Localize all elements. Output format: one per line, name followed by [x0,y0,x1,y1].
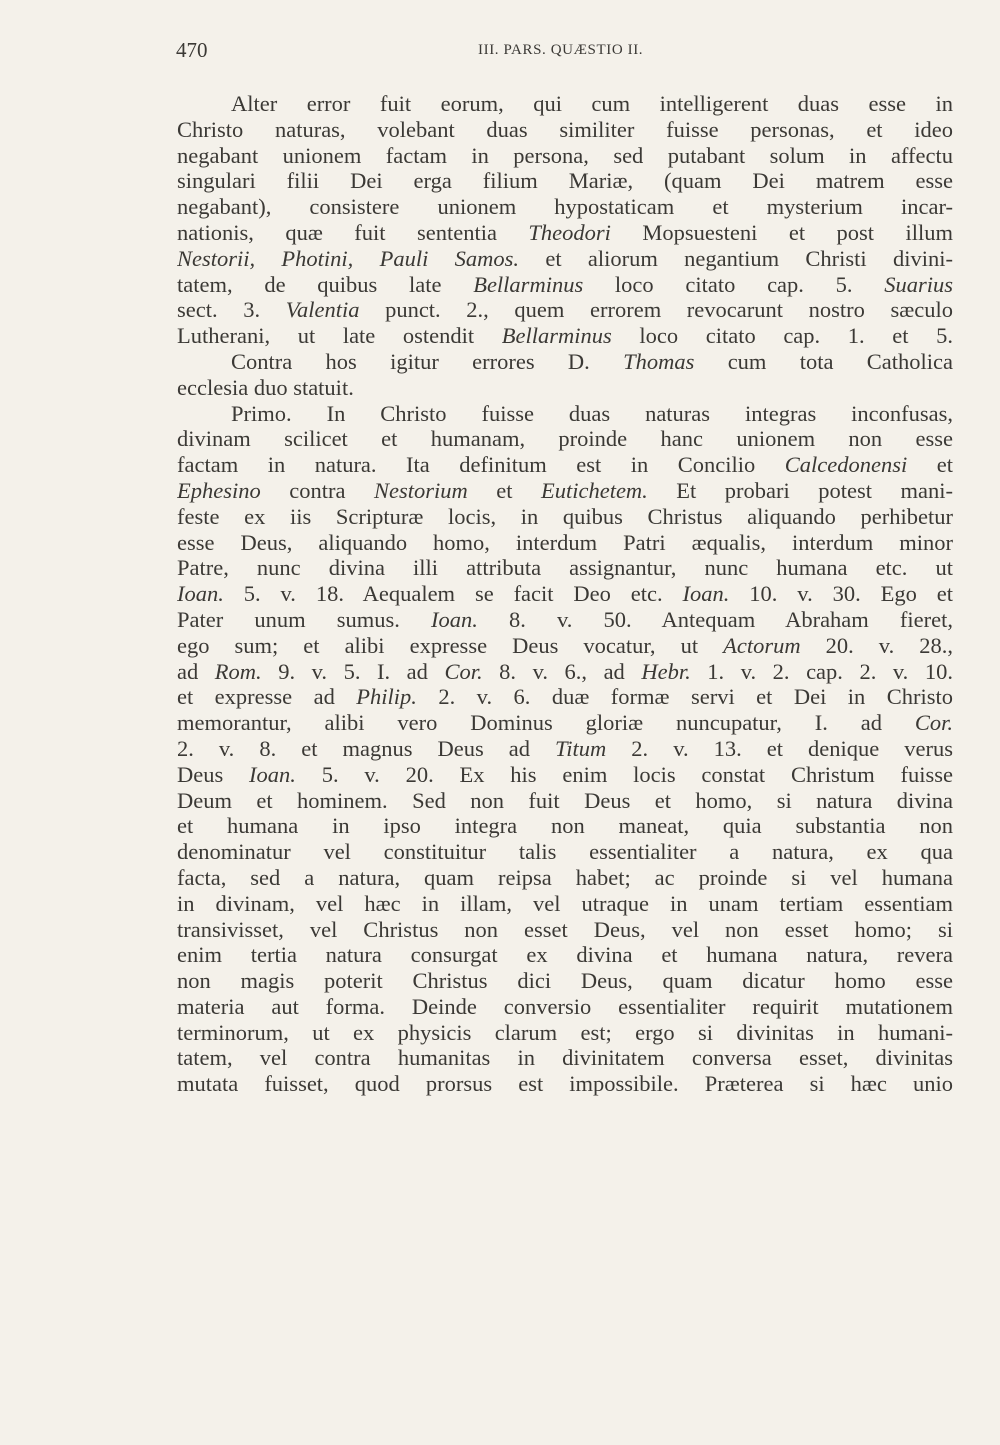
text-line: negabant unionem factam in persona, sed putabant solum in affectu [177,142,953,168]
text-line: Deus Ioan. 5. v. 20. Ex his enim locis constat Christum fuisse [177,761,953,787]
text-line: ecclesia duo statuit. [177,374,354,400]
text-line: denominatur vel constituitur talis essentialiter a natura, ex qua [177,839,953,865]
text-line: negabant), consistere unionem hypostaticam et mysterium incar- [177,194,953,220]
text-line: transivisset, vel Christus non esset Deus, vel non esset homo; si [177,916,953,942]
text-line: nationis, quæ fuit sententia Theodori Mopsuesteni et post illum [177,219,953,245]
text-line: tatem, de quibus late Bellarminus loco citato cap. 5. Suarius [177,271,953,297]
text-line: Lutherani, ut late ostendit Bellarminus loco citato cap. 1. et 5. [177,323,953,349]
text-line: Christo naturas, volebant duas similiter fuisse personas, et ideo [177,116,953,142]
text-line: mutata fuisset, quod prorsus est impossibile. Præterea si hæc unio [177,1071,953,1097]
text-line: facta, sed a natura, quam reipsa habet; ac proinde si vel humana [177,864,953,890]
text-line: Ephesino contra Nestorium et Eutichetem. Et probari potest mani- [177,477,953,503]
text-line: 2. v. 8. et magnus Deus ad Titum 2. v. 13. et denique verus [177,735,953,761]
text-line: singulari filii Dei erga filium Mariæ, (quam Dei matrem esse [177,168,953,194]
text-line: Nestorii, Photini, Pauli Samos. et aliorum negantium Christi divini- [177,245,953,271]
text-line: sect. 3. Valentia punct. 2., quem errorem revocarunt nostro sæculo [177,297,953,323]
text-line: factam in natura. Ita definitum est in Concilio Calcedonensi et [177,452,953,478]
text-line: terminorum, ut ex physicis clarum est; ergo si divinitas in humani- [177,1019,953,1045]
text-line: Ioan. 5. v. 18. Aequalem se facit Deo etc. Ioan. 10. v. 30. Ego et [177,581,953,607]
page-header [0,38,1000,64]
text-line: Contra hos igitur errores D. Thomas cum tota Catholica [231,348,953,374]
body-text [177,91,953,1097]
text-line: non magis poterit Christus dici Deus, quam dicatur homo esse [177,968,953,994]
text-line: materia aut forma. Deinde conversio essentialiter requirit mutationem [177,993,953,1019]
text-line: esse Deus, aliquando homo, interdum Patri æqualis, interdum minor [177,529,953,555]
page-number: 470 [176,38,208,62]
text-line: Pater unum sumus. Ioan. 8. v. 50. Antequam Abraham fieret, [177,606,953,632]
text-line: ego sum; et alibi expresse Deus vocatur, ut Actorum 20. v. 28., [177,632,953,658]
text-line: in divinam, vel hæc in illam, vel utraque in unam tertiam essentiam [177,890,953,916]
text-line: et expresse ad Philip. 2. v. 6. duæ formæ servi et Dei in Christo [177,684,953,710]
text-line: Primo. In Christo fuisse duas naturas integras inconfusas, [231,400,953,426]
text-line: ad Rom. 9. v. 5. I. ad Cor. 8. v. 6., ad Hebr. 1. v. 2. cap. 2. v. 10. [177,658,953,684]
text-line: Patre, nunc divina illi attributa assignantur, nunc humana etc. ut [177,555,953,581]
text-line: divinam scilicet et humanam, proinde hanc unionem non esse [177,426,953,452]
text-line: Deum et hominem. Sed non fuit Deus et homo, si natura divina [177,787,953,813]
text-line: feste ex iis Scripturæ locis, in quibus Christus aliquando perhibetur [177,503,953,529]
running-head: III. PARS. QUÆSTIO II. [478,42,644,58]
text-line: memorantur, alibi vero Dominus gloriæ nuncupatur, I. ad Cor. [177,710,953,736]
text-line: enim tertia natura consurgat ex divina et humana natura, revera [177,942,953,968]
text-line: Alter error fuit eorum, qui cum intelligerent duas esse in [231,91,953,116]
text-line: tatem, vel contra humanitas in divinitatem conversa esset, divinitas [177,1045,953,1071]
text-line: et humana in ipso integra non maneat, quia substantia non [177,813,953,839]
